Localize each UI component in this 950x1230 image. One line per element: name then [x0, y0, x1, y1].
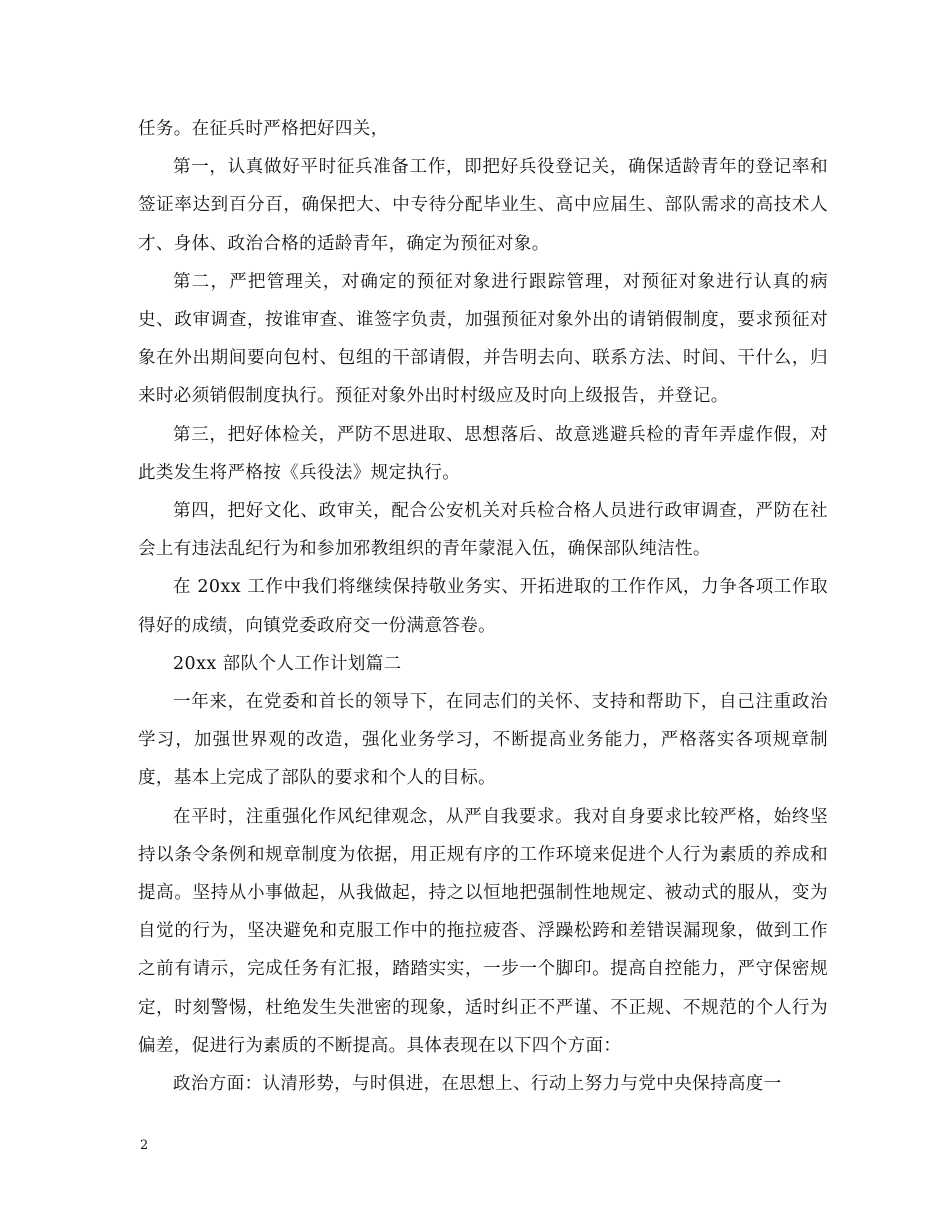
paragraph: 任务。在征兵时严格把好四关， — [138, 119, 389, 139]
paragraph: 在 20xx 工作中我们将继续保持敬业务实、开拓进取的工作作风，力争各项工作取得好的成绩，向镇党委政府交一份满意答卷。 — [138, 577, 828, 636]
paragraph: 政治方面：认清形势，与时俱进，在思想上、行动上努力与党中央保持高度一 — [173, 1074, 782, 1095]
paragraph: 第二，严把管理关，对确定的预征对象进行跟踪管理，对预征对象进行认真的病史、政审调查，按谁审查、谁签字负责，加强预征对象外出的请销假制度，要求预征对象在外出期间要向包村、包组的干部请假，并告明去向、联系方法、时间、干什么，归来时必须销假制度执行。预征对象外出时村级应及时向上级报告，并登记。 — [138, 271, 828, 407]
paragraph: 第三，把好体检关，严防不思进取、思想落后、故意逃避兵检的青年弄虚作假，对此类发生将严格按《兵役法》规定执行。 — [138, 424, 828, 483]
paragraph: 第一，认真做好平时征兵准备工作，即把好兵役登记关，确保适龄青年的登记率和签证率达到百分百，确保把大、中专待分配毕业生、高中应届生、部队需求的高技术人才、身体、政治合格的适龄青年，确定为预征对象。 — [138, 157, 828, 254]
paragraph: 在平时，注重强化作风纪律观念，从严自我要求。我对自身要求比较严格，始终坚持以条令条例和规章制度为依据，用正规有序的工作环境来促进个人行为素质的养成和提高。坚持从小事做起，从我做起，持之以恒地把强制性地规定、被动式的服从，变为自觉的行为，坚决避免和克服工作中的拖拉疲沓、浮躁松跨和差错误漏现象，做到工作之前有请示，完成任务有汇报，踏踏实实，一步一个脚印。提高自控能力，严守保密规定，时刻警惕，杜绝发生失泄密的现象，适时纠正不严谨、不正规、不规范的个人行为偏差，促进行为素质的不断提高。具体表现在以下四个方面： — [138, 806, 828, 1056]
section-heading: 20xx 部队个人工作计划篇二 — [173, 653, 402, 674]
document-body — [138, 110, 828, 1103]
paragraph: 第四，把好文化、政审关，配合公安机关对兵检合格人员进行政审调查，严防在社会上有违法乱纪行为和参加邪教组织的青年蒙混入伍，确保部队纯洁性。 — [138, 501, 828, 560]
page-number: 2 — [140, 1138, 149, 1153]
paragraph: 一年来，在党委和首长的领导下，在同志们的关怀、支持和帮助下，自己注重政治学习，加强世界观的改造，强化业务学习，不断提高业务能力，严格落实各项规章制度，基本上完成了部队的要求和个人的目标。 — [138, 692, 828, 789]
